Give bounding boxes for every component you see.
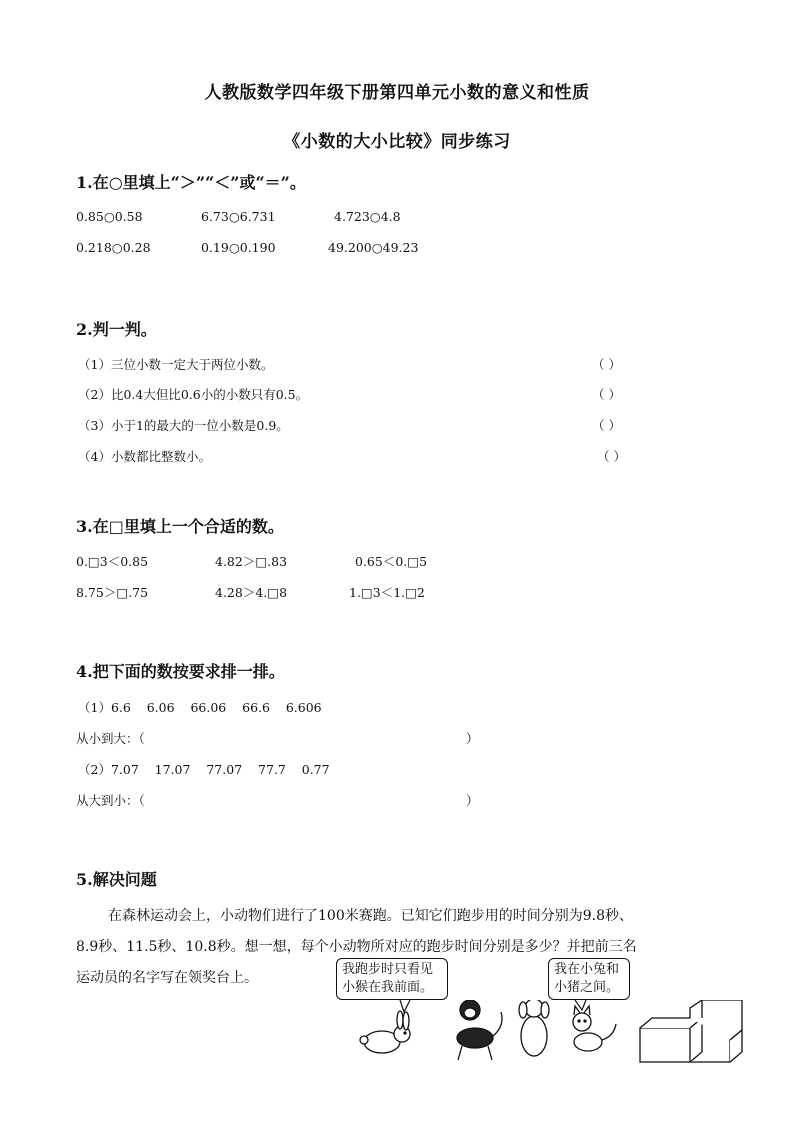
q2-answer-paren[interactable]: （ ）	[597, 449, 626, 464]
pig-icon	[519, 1000, 549, 1056]
q1-item: 4.723○4.8	[334, 209, 401, 224]
q4-numbers-2: （2）7.07 17.07 77.07 77.7 0.77	[78, 762, 330, 777]
q5-paragraph: 在森林运动会上，小动物们进行了100米赛跑。已知它们跑步用的时间分别为9.8秒、	[108, 908, 633, 924]
q4-order-label-1: 从小到大：（	[76, 731, 145, 746]
q2-answer-paren[interactable]: （ ）	[592, 357, 621, 372]
cat-speech-bubble: 我在小兔和小猪之间。	[548, 958, 630, 1000]
q2-answer-paren[interactable]: （ ）	[592, 418, 621, 433]
q2-heading: 2.判一判。	[76, 320, 157, 339]
q2-statement: （1）三位小数一定大于两位小数。	[78, 357, 274, 372]
q2-statement: （4）小数都比整数小。	[78, 449, 211, 464]
q4-order-close-2[interactable]: ）	[466, 793, 479, 808]
q1-item: 0.85○0.58	[76, 209, 143, 224]
race-illustration	[330, 1000, 760, 1065]
q1-item: 0.218○0.28	[76, 240, 151, 255]
q1-item: 0.19○0.190	[201, 240, 276, 255]
q3-item: 0.65＜0.□5	[355, 554, 428, 569]
q3-item: 1.□3＜1.□2	[349, 585, 425, 600]
q1-item: 6.73○6.731	[201, 209, 276, 224]
q3-item: 0.□3＜0.85	[76, 554, 149, 569]
q4-order-label-2: 从大到小：（	[76, 793, 145, 808]
q5-paragraph: 运动员的名字写在领奖台上。	[76, 970, 258, 986]
q4-order-close-1[interactable]: ）	[466, 731, 479, 746]
page-title: 人教版数学四年级下册第四单元小数的意义和性质	[204, 83, 590, 103]
q1-heading: 1.在○里填上“＞”“＜”或“＝”。	[76, 173, 306, 192]
q2-answer-paren[interactable]: （ ）	[592, 387, 621, 402]
rabbit-speech-bubble: 我跑步时只看见小猴在我前面。	[336, 958, 448, 1000]
podium-icon	[640, 1000, 742, 1062]
q5-heading: 5.解决问题	[76, 870, 157, 889]
q4-numbers-1: （1）6.6 6.06 66.06 66.6 6.606	[78, 700, 322, 715]
monkey-icon	[457, 1000, 502, 1060]
q3-heading: 3.在□里填上一个合适的数。	[76, 517, 284, 536]
q3-item: 4.28＞4.□8	[215, 585, 288, 600]
q3-item: 8.75＞□.75	[76, 585, 149, 600]
q5-paragraph: 8.9秒、11.5秒、10.8秒。想一想，每个小动物所对应的跑步时间分别是多少？并把前三名	[76, 939, 637, 955]
q3-item: 4.82＞□.83	[215, 554, 288, 569]
q2-statement: （3）小于1的最大的一位小数是0.9。	[78, 418, 289, 433]
q4-heading: 4.把下面的数按要求排一排。	[76, 662, 285, 681]
cat-icon	[573, 1006, 616, 1051]
rabbit-icon	[360, 1011, 410, 1053]
q1-item: 49.200○49.23	[328, 240, 419, 255]
q2-statement: （2）比0.4大但比0.6小的小数只有0.5。	[78, 387, 309, 402]
page-subtitle: 《小数的大小比较》同步练习	[283, 132, 511, 152]
